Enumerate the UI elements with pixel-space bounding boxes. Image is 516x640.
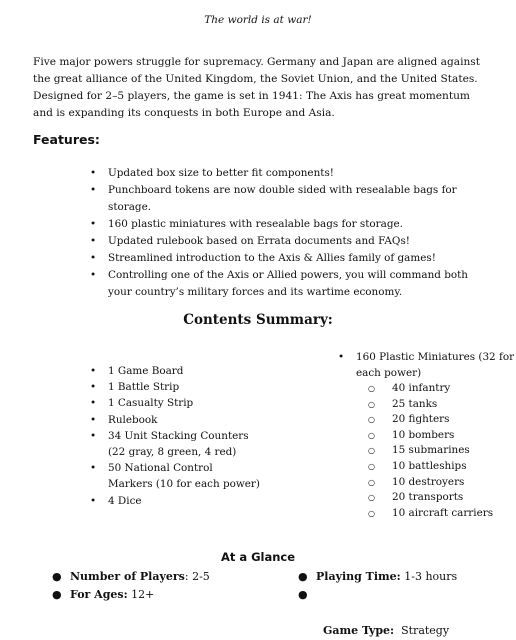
miniature-subitem: ○ 40 infantry: [368, 381, 493, 397]
contents-item: • 4 Dice: [90, 493, 260, 509]
bullet-icon: •: [338, 351, 345, 363]
glance-players: [52, 568, 210, 586]
feature-item: • Controlling one of the Axis or Allied powers, you will command both your country’s military forces and its wartime economy.: [90, 267, 490, 301]
type-value: Strategy: [394, 624, 450, 637]
feature-item: • Updated box size to better fit components!: [90, 165, 490, 182]
miniatures-label: 160 Plastic Miniatures (32 for each power): [356, 351, 515, 380]
glance-heading: At a Glance: [220, 550, 296, 564]
miniature-subitem: ○ 20 fighters: [368, 412, 493, 428]
glance-ages: [52, 586, 154, 604]
contents-item: • 1 Game Board: [90, 363, 260, 379]
players-label: Number of Players: [70, 570, 185, 583]
bullet-icon: ●: [52, 570, 62, 583]
miniature-subitem: ○ 25 tanks: [368, 397, 493, 413]
miniature-subitem: ○ 10 bombers: [368, 428, 493, 444]
contents-item: • 50 National Control Markers (10 for each power): [90, 460, 260, 492]
bullet-icon: ●: [298, 570, 308, 583]
miniature-subitem: ○ 10 destroyers: [368, 475, 493, 491]
feature-item: • Streamlined introduction to the Axis & Allies family of games!: [90, 250, 490, 267]
glance-time: [298, 568, 457, 586]
contents-heading: Contents Summary:: [183, 312, 333, 328]
players-value: 2-5: [192, 570, 210, 583]
ages-label: For Ages:: [70, 588, 128, 601]
tagline: The world is at war!: [204, 14, 312, 26]
ages-value: 12+: [127, 588, 155, 601]
contents-item: • 1 Casualty Strip: [90, 395, 260, 411]
contents-left-list: [90, 363, 260, 509]
miniatures-sublist: [368, 381, 493, 521]
miniature-subitem: ○ 10 battleships: [368, 459, 493, 475]
time-label: Playing Time:: [316, 570, 401, 583]
miniatures-item: [338, 349, 516, 381]
bullet-icon: ●: [298, 588, 308, 601]
contents-item: • 1 Battle Strip: [90, 379, 260, 395]
feature-item: • Updated rulebook based on Errata documents and FAQs!: [90, 233, 490, 250]
contents-item: • 34 Unit Stacking Counters (22 gray, 8 green, 4 red): [90, 428, 260, 460]
features-list: [90, 165, 490, 301]
type-label: Game Type:: [323, 624, 395, 637]
feature-item: • 160 plastic miniatures with resealable bags for storage.: [90, 216, 490, 233]
features-heading: Features:: [33, 132, 100, 147]
players-separator: :: [184, 570, 193, 583]
miniature-subitem: ○ 15 submarines: [368, 443, 493, 459]
contents-item: • Rulebook: [90, 412, 260, 428]
feature-item: • Punchboard tokens are now double sided with resealable bags for storage.: [90, 182, 490, 216]
miniature-subitem: ○ 10 aircraft carriers: [368, 506, 493, 522]
miniature-subitem: ○ 20 transports: [368, 490, 493, 506]
bullet-icon: ●: [52, 588, 62, 601]
intro-paragraph: Five major powers struggle for supremacy. Germany and Japan are aligned against the great alliance of the United Kingdom, the Soviet Union, and the United States. Designed for 2–5 players, the game is set in 1941: The Axis has great momentum and is expanding its conquests in both Europe and Asia.: [33, 56, 480, 119]
time-value: 1-3 hours: [400, 570, 458, 583]
